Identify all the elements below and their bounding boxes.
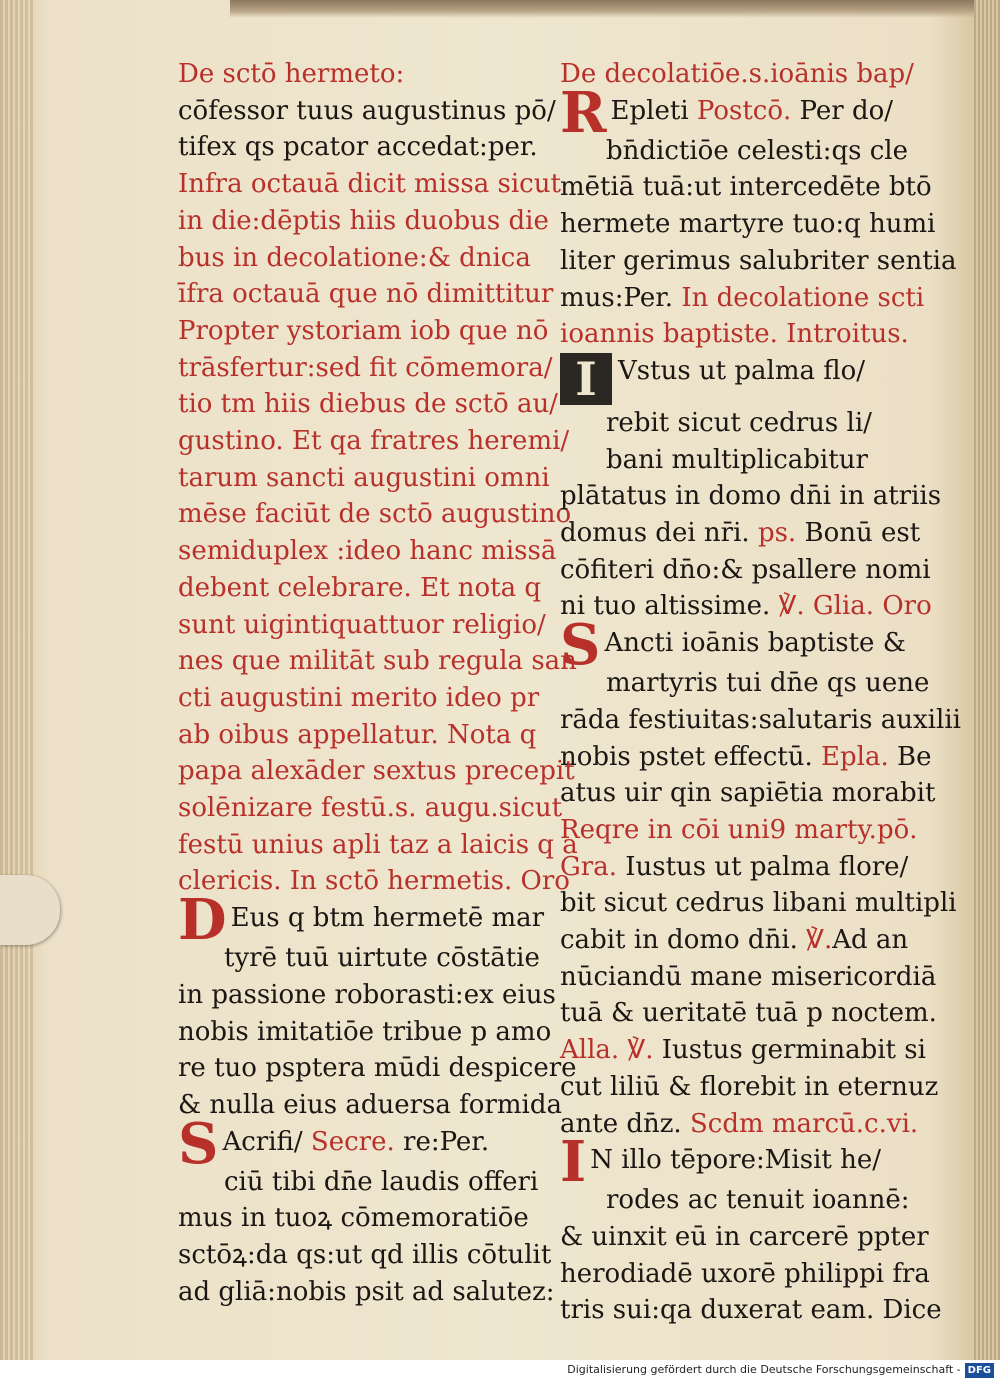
text-line — [560, 702, 961, 739]
text-line — [178, 496, 572, 533]
line-text: cti augustini merito ideo pr — [178, 682, 540, 713]
line-text: tuā & ueritatē tuā p noctem. — [560, 998, 937, 1029]
decorated-initial: S — [560, 612, 601, 679]
rubric-text: Epla. — [821, 741, 889, 772]
line-text: De sctō hermeto: — [178, 59, 405, 89]
text-line — [560, 1256, 940, 1293]
line-text: re:Per. — [394, 1126, 490, 1157]
line-text: papa alexāder sextus precepit — [178, 756, 575, 787]
line-text: Ad an — [832, 925, 909, 956]
line-text: festū unius apli taz a laicis q a — [178, 829, 578, 860]
line-text: plātatus in domo dn̄i in atriis — [560, 481, 942, 512]
line-text: ciū tibi dn̄e laudis offeri — [224, 1166, 539, 1197]
text-line — [560, 775, 940, 812]
text-line — [560, 612, 940, 679]
text-line — [560, 1292, 940, 1329]
text-line — [178, 56, 548, 93]
rubric-text: Gra. — [560, 851, 626, 882]
text-line — [560, 478, 940, 515]
line-text: Eus q btm hermetē mar — [230, 903, 545, 934]
rubric-text: Alla. — [560, 1035, 628, 1066]
text-line — [560, 1129, 940, 1196]
line-text: De decolatiōe.s.ioānis bap/ — [560, 59, 914, 89]
decorated-initial: S — [178, 1110, 219, 1177]
line-text: & uinxit eū in carcerē ppter — [560, 1221, 929, 1252]
line-text: herodiadē uxorē philippi fra — [560, 1258, 930, 1289]
page-top-edge — [230, 0, 1000, 18]
text-line — [560, 515, 940, 552]
line-text: nūciandū mane misericordiā — [560, 961, 937, 992]
text-line — [560, 849, 940, 886]
text-line — [178, 790, 563, 827]
line-text: Ancti ioānis baptiste & — [604, 628, 906, 659]
text-line — [178, 940, 548, 977]
line-text: tifex qs pcator accedat:per. — [178, 132, 538, 163]
line-text: ante dn̄z. — [560, 1108, 690, 1139]
footer-bar — [0, 1360, 1000, 1380]
line-text: īfra octauā que nō dimittitur — [178, 279, 554, 310]
line-text: martyris tui dn̄e qs uene — [606, 668, 930, 699]
rubric-text: ℣. Glia. Oro — [778, 591, 932, 622]
text-line — [178, 350, 553, 387]
text-line — [178, 753, 575, 790]
decorated-initial: I — [560, 353, 612, 405]
line-text: & nulla eius aduersa formida — [178, 1089, 562, 1120]
line-text: mus in tuoꝝ cōmemoratiōe — [178, 1203, 529, 1234]
line-text: ad gliā:nobis psit ad salutez: — [178, 1276, 555, 1307]
line-text: Be — [888, 741, 932, 772]
text-line — [560, 588, 940, 625]
line-text: ioannis baptiste. Introitus. — [560, 319, 909, 350]
line-text: hermete martyre tuo:q humi — [560, 209, 936, 240]
decorated-initial: D — [178, 887, 227, 954]
line-text: Propter ystoriam iob que nō — [178, 315, 549, 346]
line-text: solēnizare festū.s. augu.sicut — [178, 793, 563, 824]
line-text: in die:dēptis hiis duobus die — [178, 205, 549, 236]
line-text: bani multiplicabitur — [606, 444, 868, 475]
line-text: nobis pstet effectū. — [560, 741, 822, 772]
text-line — [178, 1237, 552, 1274]
text-column-right — [560, 56, 961, 1329]
text-line — [560, 316, 940, 353]
text-line — [178, 1200, 548, 1237]
text-line — [178, 166, 561, 203]
line-text: rāda festiuitas:salutaris auxilii — [560, 704, 961, 735]
rubric-text: Scdm marcū.c.vi. — [689, 1108, 919, 1139]
line-text: Per do/ — [791, 95, 894, 126]
line-text: tio tm hiis diebus de sctō au/ — [178, 389, 558, 420]
text-line — [560, 243, 957, 280]
line-text: tris sui:qa duxerat eam. Dice — [560, 1295, 942, 1326]
text-line — [178, 386, 558, 423]
text-line — [560, 995, 940, 1032]
line-text: Iustus germinabit si — [653, 1035, 926, 1066]
decorated-initial: R — [560, 79, 607, 146]
line-text: cabit in domo dn̄i. — [560, 925, 807, 956]
line-text: mus:Per. — [560, 282, 682, 313]
line-text: bus in decolatione:& dnica — [178, 242, 531, 273]
line-text: N illo tēpore:Misit he/ — [590, 1145, 881, 1176]
decorated-initial: I — [560, 1129, 587, 1196]
text-line — [560, 1032, 940, 1069]
text-line — [178, 1274, 555, 1311]
text-line — [560, 1182, 940, 1219]
text-line — [178, 129, 548, 166]
line-text: nobis imitatiōe tribue p amo — [178, 1016, 552, 1047]
rubric-text: ℣. — [627, 1035, 654, 1066]
line-text: ab oibus appellatur. Nota q — [178, 719, 537, 750]
line-text: domus dei nr̄i. — [560, 518, 758, 549]
line-text: tarum sancti augustini omni — [178, 462, 550, 493]
text-line — [178, 533, 557, 570]
line-text: cōfiteri dn̄o:& psallere nomi — [560, 554, 931, 585]
text-line — [560, 552, 940, 589]
line-text: cut liliū & florebit in eternuz — [560, 1071, 939, 1102]
line-text: atus uir qin sapiētia morabit — [560, 778, 936, 809]
dfg-logo: DFG — [965, 1363, 994, 1378]
line-text: Infra octauā dicit missa sicut — [178, 169, 561, 200]
text-line — [560, 442, 940, 479]
line-text: rebit sicut cedrus li/ — [606, 407, 872, 438]
line-text: Iustus ut palma flore/ — [625, 851, 909, 882]
text-line — [178, 460, 548, 497]
text-line — [178, 1014, 552, 1051]
text-line — [560, 206, 940, 243]
line-text: cōfessor tuus augustinus pō/ — [178, 95, 556, 126]
line-text: mēse faciūt de sctō augustino — [178, 499, 572, 530]
line-text: Acrifi/ — [222, 1126, 311, 1157]
text-line — [178, 203, 548, 240]
line-text: bit sicut cedrus libani multipli — [560, 888, 957, 919]
text-line — [560, 812, 940, 849]
text-line — [560, 169, 940, 206]
text-line — [178, 1164, 548, 1201]
text-line — [560, 1219, 940, 1256]
text-line — [178, 570, 548, 607]
rubric-text: Secre. — [310, 1126, 395, 1157]
text-line — [178, 643, 577, 680]
line-text: Vstus ut palma flo/ — [618, 355, 866, 386]
line-text: re tuo psptera mūdi despicere — [178, 1053, 577, 1084]
text-line — [178, 977, 556, 1014]
rubric-text: ℣. — [806, 925, 833, 956]
rubric-text: In decolatione scti — [681, 282, 925, 313]
line-text: tyrē tuū uirtute cōstātie — [224, 943, 540, 974]
line-text: Epleti — [610, 95, 697, 126]
text-line — [178, 423, 570, 460]
text-line — [560, 739, 940, 776]
text-line — [560, 1106, 940, 1143]
line-text: liter gerimus salubriter sentia — [560, 245, 957, 276]
text-line — [178, 680, 548, 717]
text-column-left — [178, 56, 578, 1311]
text-line — [178, 863, 570, 900]
text-line — [178, 93, 556, 130]
text-line — [178, 1050, 577, 1087]
line-text: clericis. In sctō hermetis. Oro — [178, 866, 570, 897]
line-text: trāsfertur:sed fit cōmemora/ — [178, 352, 553, 383]
text-line — [560, 56, 940, 93]
line-text: ni tuo altissime. — [560, 591, 779, 622]
text-line — [560, 79, 940, 146]
line-text: gustino. Et qa fratres heremi/ — [178, 426, 570, 457]
text-line — [560, 405, 940, 442]
line-text: in passione roborasti:ex eius — [178, 979, 556, 1010]
rubric-text: ps. — [757, 518, 797, 549]
text-line — [178, 717, 548, 754]
text-line — [178, 276, 554, 313]
text-line — [560, 133, 940, 170]
text-line — [560, 959, 940, 996]
line-text: mētiā tuā:ut intercedēte btō — [560, 172, 932, 203]
book-clip — [0, 875, 60, 945]
line-text: Reqre in cōi uni9 marty.pō. — [560, 814, 918, 845]
line-text: semiduplex :ideo hanc missā — [178, 536, 557, 567]
page-stack-left — [0, 0, 34, 1360]
line-text: bn̄dictiōe celesti:qs cle — [606, 135, 909, 166]
text-line — [560, 353, 940, 405]
text-line — [560, 922, 940, 959]
rubric-text: Postcō. — [696, 95, 792, 126]
line-text: debent celebrare. Et nota q — [178, 572, 542, 603]
funding-note: Digitalisierung gefördert durch die Deutsche Forschungsgemeinschaft - — [567, 1363, 961, 1376]
text-line — [178, 240, 548, 277]
text-line — [178, 607, 548, 644]
line-text: sunt uigintiquattuor religio/ — [178, 609, 546, 640]
text-line — [560, 885, 957, 922]
line-text: Bonū est — [796, 518, 921, 549]
text-line — [178, 1087, 562, 1124]
text-line — [178, 827, 578, 864]
line-text: nes que militāt sub regula san — [178, 646, 577, 677]
text-line — [560, 665, 940, 702]
line-text: sctōꝝ:da qs:ut qd illis cōtulit — [178, 1240, 552, 1271]
text-line — [178, 887, 548, 954]
text-line — [178, 1110, 548, 1177]
text-line — [560, 1069, 940, 1106]
text-line — [560, 280, 940, 317]
page-stack-right — [974, 0, 1000, 1360]
line-text: rodes ac tenuit ioannē: — [606, 1185, 910, 1216]
text-line — [178, 313, 548, 350]
